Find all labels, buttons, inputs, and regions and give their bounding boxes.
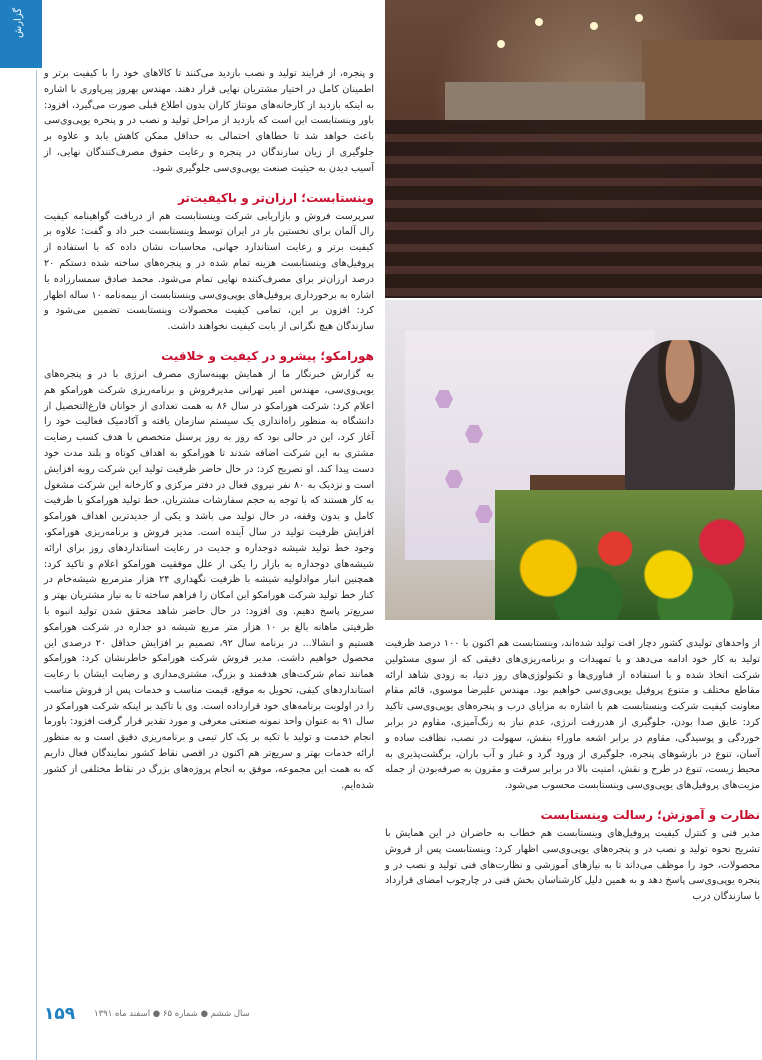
intro-paragraph: و پنجره، از فرایند تولید و نصب بازدید می‌کنند تا کالاهای خود را با کیفیت برتر و اطمینان کامل در اختیار مشتریان نهایی قرار دهند. مهندس بهروز پیرپاوری با اشاره به اینکه بازدید از کارخانه‌های مونتاژ کاران بدون اطلاع قبلی صورت می‌گیرد، افزود: باور وینستابست این است که بازدید از مراحل تولید و نصب در و پنجره یوپی‌وی‌سی باعث خواهد شد تا خطاهای احتمالی به حداقل ممکن کاهش یابد و علاوه بر جلوگیری از زیان سازندگان در پنجره و رعایت حقوق مصرف‌کنندگان نهایی، از آسیب دیدن به حیثیت صنعت یوپی‌وی‌سی جلوگیری شود.	[44, 68, 374, 174]
paragraph-horamco: به گزارش خبرنگار ما از همایش بهینه‌سازی مصرف انرژی با در و پنجره‌های یوپی‌وی‌سی، مهندس امیر تهرانی مدیرفروش و برنامه‌ریزی شرکت هورامکو هم اعلام کرد: شرکت هورامکو در سال ۸۶ به همت تعدادی از جوانان فارغ‌التحصیل از دانشگاه به منظور راه‌اندازی یک سیستم سازمان یافته و آکادمیک فعالیت خود را آغاز کرد، این در حالی بود که روز به روز پرسنل متخصص با هدف کسب رضایت مشتری به این شرکت اضافه شدند تا هورامکو به اهداف کوتاه و بلند مدت خود دست پیدا کند. او تصریح کرد: در حال حاضر ظرفیت تولید این شرکت روبه افزایش است و نزدیک به ۸۰ نفر نیروی فعال در دفتر مرکزی و کارخانه این شرکت مشغول به کار هستند که با توجه به حجم سفارشات مشتریان، خط تولید هورامکو با ظرفیت کامل و بدون وقفه، در حال تولید می باشد و یکی از جدیدترین اهداف هورامکو افزایش ظرفیت تولید در سال آینده است. مدیر فروش و برنامه‌ریزی هورامکو، وجود خط تولید شیشه دوجداره و جدیت در رعایت استانداردهای روز برای ارائه شیشه‌های دوجداره به بازار را یکی از علل موفقیت هورامکو اعلام و تاکید کرد: همچنین انبار موادلولیه شیشه با ظرفیت نگهداری ۲۴ هزار مترمربع شیشه‌خام در کنار خط تولید شرکت هورامکو این امکان را فراهم ساخته تا به نیاز مشتریان بهتر و سریع‌تر پاسخ دهیم. وی افزود: در حال حاضر شاهد محقق شدن تولید انبوه با ظرفیتی ماهانه بالغ بر ۱۰ هزار متر مربع شیشه دو جداره در شرکت هورامکو هستیم و انشالا... در برنامه سال ۹۲، تصمیم بر افزایش حداقل ۲۰ درصدی این محصول خواهیم داشت. مدیر فروش شرکت هورامکو خاطرنشان کرد: هورامکو همانند تمام شرکت‌های هدفمند و بزرگ، مشتری‌مداری و رضایت ایشان با رعایت استانداردهای کیفی، تحویل به موقع، قیمت مناسب و خدمات پس از فروش مناسب را در اولویت برنامه‌های خود قرارداده است. وی با تاکید بر اینکه شرکت هورامکو در سال ۹۱ به عنوان واحد نمونه صنعتی معرفی و مورد تقدیر قرار گرفت افزود: باورما انجام خدمت و تولید با تکیه بر یک کار تیمی و برنامه‌ریزی دقیق است و به منظور ارائه خدمات بهتر و سریع‌تر هم اکنون در اقصی نقاط کشور نمایندگان فعال داریم که به همت این مجموعه، موفق به انجام پروژه‌های بزرگ در نقاط مختلفی از کشور شده‌ایم.	[44, 368, 375, 791]
flower-arrangement	[495, 490, 762, 620]
speaker-photo	[385, 300, 762, 620]
right-column	[385, 636, 760, 905]
ceiling-lamp	[497, 40, 505, 48]
hexagon-graphic	[475, 505, 493, 523]
hexagon-graphic	[465, 425, 483, 443]
ceiling-lamp	[590, 22, 598, 30]
paragraph-benefits: از واحدهای تولیدی کشور دچار افت تولید شده‌اند، وینستابست هم اکنون با ۱۰۰ درصد ظرفیت تولید به کار خود ادامه می‌دهد و با تمهیدات و برنامه‌ریزی‌های دقیقی که از سوی مسئولین شرکت اتخاذ شده و با استفاده از فناوری‌ها و تکنولوژی‌های روز دنیا، به زودی شاهد ارائه مقاطع مختلف و متنوع پروفیل یوپی‌وی‌سی خواهیم بود. مهندس علیرضا موسوی، قائم مقام معاونت کیفیت شرکت وینستابست هم با اشاره به مزایای درب و پنجره‌های یوپی‌وی‌سی تاکید کرد: عایق صدا بودن، جلوگیری از هدررفت انرژی، عدم نیاز به رنگ‌آمیزی، مقاوم در برابر خوردگی و پوسیدگی، مقاوم در برابر اشعه ماوراء بنفش، سهولت در نصب، نظافت ساده و آسان، تنوع در بازشوهای پنجره، جلوگیری از ورود گرد و غبار و آب باران، برگشت‌پذیری به محیط زیست، تنوع در طرح و نقش، امنیت بالا در برابر سرقت و مقرون به صرفه‌بودن از جمله مزیت‌های پروفیل‌های یوپی‌وی‌سی وینستابست محسوب می‌شود.	[385, 638, 760, 792]
section-tab-label: گزارش	[13, 7, 24, 38]
left-column	[44, 66, 374, 793]
paragraph-vinstabest: سرپرست فروش و بازاریابی شرکت وینستابست هم از دریافت گواهینامه کیفیت رال آلمان برای نخستین بار در ایران توسط وینستابست خبر داد و گفت: علاوه بر کیفیت برتر و رعایت استاندارد جهانی، محاسبات نشان داده که با استفاده از پروفیل‌های وینستابست هزینه تمام شده در و پنجره‌های ساخته شده دستکم ۲۰ درصد ارزان‌تر برای مصرف‌کننده نهایی تمام می‌شود. محمد صادق سمسارزاده با اشاره به برخورداری پروفیل‌های یوپی‌وی‌سی وینستابست از بیمه‌نامه ۱۰ ساله اظهار کرد: افزون بر این، تمامی کیفیت محصولات وینستابست تضمین می‌شود و سازندگان هیچ نگرانی از بابت کیفیت نخواهند داشت.	[44, 210, 374, 333]
hexagon-graphic	[435, 390, 453, 408]
hexagon-graphic	[445, 470, 463, 488]
heading-supervision: نظارت و آموزش؛ رسالت وینستابست	[540, 807, 760, 822]
page-number: ۱۵۹	[44, 1004, 76, 1024]
side-divider	[36, 70, 37, 1060]
hall-stage	[445, 82, 645, 122]
audience-seats	[385, 120, 762, 298]
conference-hall-photo	[385, 0, 762, 298]
ceiling-lamp	[635, 14, 643, 22]
paragraph-supervision: مدیر فنی و کنترل کیفیت پروفیل‌های وینستابست هم خطاب به حاضران در این همایش با تشریح نحوه تولید و نصب در و پنجره‌های یوپی‌وی‌سی اظهار کرد: وینستابست پس از فروش محصولات، خود را موظف می‌داند تا به نیازهای آموزشی و نظارت‌های فنی تولید و نصب در و پنجره یوپی‌وی‌سی پاسخ دهد و به همین دلیل کارشناسان بخش فنی در چارچوب امضای قرارداد با سازندگان درب	[385, 827, 760, 903]
speaker-figure	[625, 340, 735, 500]
heading-horamco: هورامکو؛ پیشرو در کیفیت و خلاقیت	[161, 348, 374, 363]
ceiling-lamp	[535, 18, 543, 26]
issue-info: سال ششم ● شماره ۶۵ ● اسفند ماه ۱۳۹۱	[94, 1009, 250, 1019]
section-tab	[0, 0, 42, 68]
heading-vinstabest: وینستابست؛ ارزان‌تر و باکیفیت‌تر	[177, 190, 374, 205]
